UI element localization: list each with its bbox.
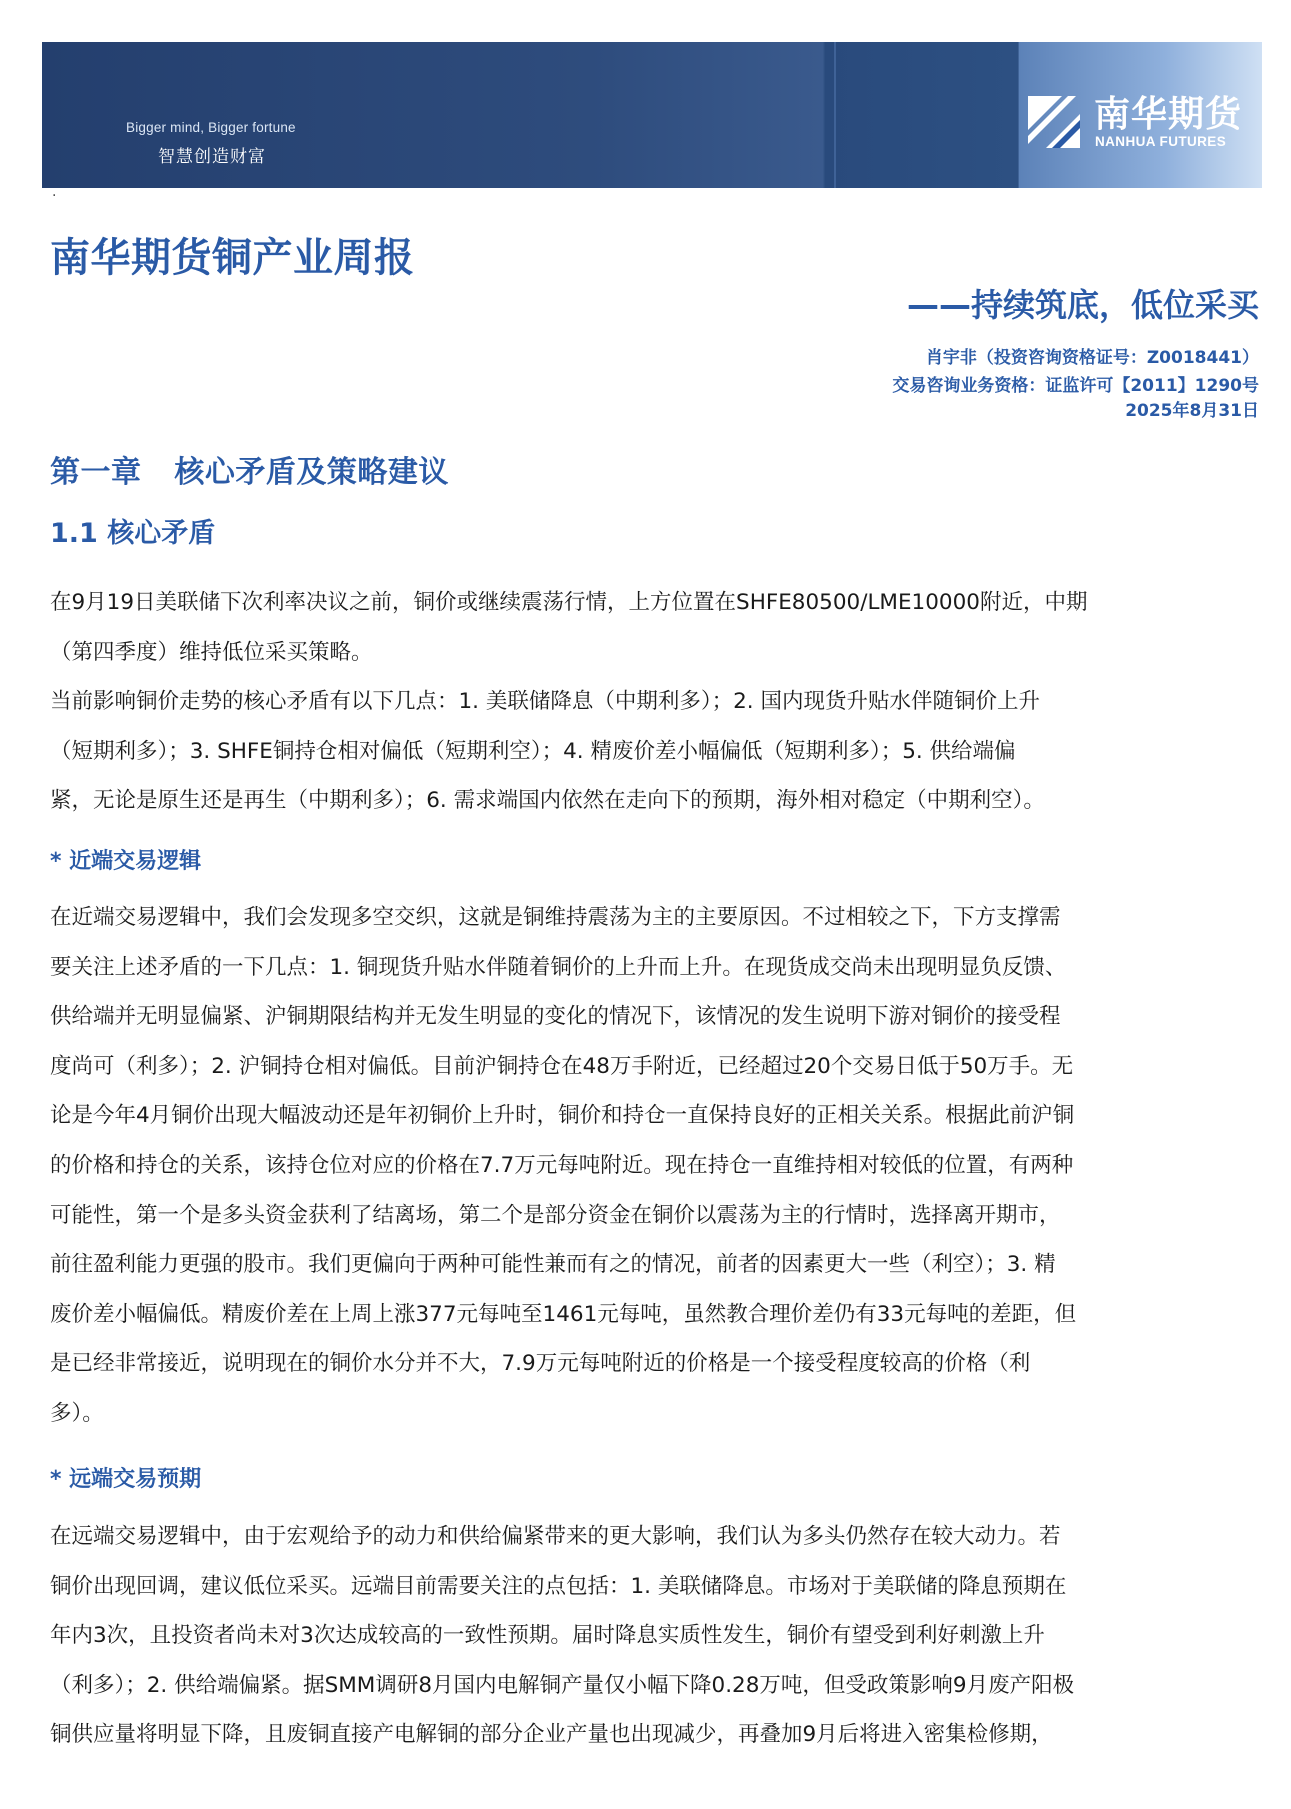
paragraph-core-conflicts	[50, 677, 1250, 826]
text-line: （短期利多）；3. SHFE铜持仓相对偏低（短期利空）；4. 精废价差小幅偏低（短期利多）；5. 供给端偏	[50, 738, 1016, 764]
long-term-heading: * 远端交易预期	[50, 1467, 202, 1492]
text-line: 在近端交易逻辑中，我们会发现多空交织，这就是铜维持震荡为主的主要原因。不过相较之下，下方支撑需	[50, 905, 1061, 930]
text-line: 可能性，第一个是多头资金获利了结离场，第二个是部分资金在铜价以震荡为主的行情时，选择离开期市，	[50, 1202, 1061, 1228]
license-line: 交易咨询业务资格：证监许可【2011】1290号	[892, 376, 1259, 396]
text-line: 当前影响铜价走势的核心矛盾有以下几点：1. 美联储降息（中期利多）；2. 国内现货升贴水伴随铜价上升	[50, 689, 1040, 714]
nanhua-logo-icon	[1022, 90, 1086, 154]
text-line: 紧，无论是原生还是再生（中期利多）；6. 需求端国内依然在走向下的预期，海外相对稳定（中期利空）。	[50, 788, 1045, 814]
near-term-heading: * 近端交易逻辑	[50, 849, 202, 874]
text-line: 多）。	[50, 1400, 104, 1426]
slogan-english: Bigger mind, Bigger fortune	[126, 120, 296, 135]
report-date: 2025年8月31日	[1125, 401, 1259, 421]
slogan-chinese: 智慧创造财富	[158, 147, 266, 167]
decorative-dot: ·	[52, 188, 57, 204]
logo-name-english: NANHUA FUTURES	[1095, 134, 1227, 149]
paragraph-strategy	[50, 578, 1250, 677]
text-line: 废价差小幅偏低。精废价差在上周上涨377元每吨至1461元每吨，虽然教合理价差仍有33元每吨的差距，但	[50, 1301, 1077, 1327]
text-line: 要关注上述矛盾的一下几点：1. 铜现货升贴水伴随着铜价的上升而上升。在现货成交尚未出现明显负反馈、	[50, 954, 1067, 980]
paragraph-near-term	[50, 893, 1250, 1439]
author-line: 肖宇非（投资咨询资格证号：Z0018441）	[925, 348, 1259, 368]
text-line: 年内3次，且投资者尚未对3次达成较高的一致性预期。届时降息实质性发生，铜价有望受到利好刺激上升	[50, 1623, 1045, 1649]
header-banner	[42, 42, 1262, 188]
text-line: 铜价出现回调，建议低位采买。远端目前需要关注的点包括：1. 美联储降息。市场对于美联储的降息预期在	[50, 1573, 1067, 1599]
logo-name-chinese: 南华期货	[1094, 94, 1243, 135]
report-title: 南华期货铜产业周报	[50, 235, 415, 281]
text-line: 度尚可（利多）；2. 沪铜持仓相对偏低。目前沪铜持仓在48万手附近，已经超过20个交易日低于50万手。无	[50, 1053, 1074, 1079]
text-line: 在9月19日美联储下次利率决议之前，铜价或继续震荡行情，上方位置在SHFE80500/LME10000附近，中期	[50, 590, 1088, 615]
text-line: （利多）；2. 供给端偏紧。据SMM调研8月国内电解铜产量仅小幅下降0.28万吨，但受政策影响9月废产阳极	[50, 1672, 1075, 1698]
paragraph-long-term	[50, 1512, 1250, 1760]
text-line: 论是今年4月铜价出现大幅波动还是年初铜价上升时，铜价和持仓一直保持良好的正相关关系。根据此前沪铜	[50, 1103, 1075, 1129]
text-line: （第四季度）维持低位采买策略。	[50, 639, 373, 665]
report-subtitle: ——持续筑底，低位采买	[906, 286, 1259, 324]
text-line: 的价格和持仓的关系，该持仓位对应的价格在7.7万元每吨附近。现在持仓一直维持相对较低的位置，有两种	[50, 1152, 1074, 1178]
banner-divider	[834, 42, 836, 188]
text-line: 铜供应量将明显下降，且废铜直接产电解铜的部分企业产量也出现减少，再叠加9月后将进入密集检修期，	[50, 1722, 1053, 1748]
chapter-heading: 第一章 核心矛盾及策略建议	[50, 455, 449, 490]
text-line: 是已经非常接近，说明现在的铜价水分并不大，7.9万元每吨附近的价格是一个接受程度较高的价格（利	[50, 1351, 1031, 1377]
text-line: 供给端并无明显偏紧、沪铜期限结构并无发生明显的变化的情况下，该情况的发生说明下游对铜价的接受程	[50, 1004, 1061, 1030]
text-line: 在远端交易逻辑中，由于宏观给予的动力和供给偏紧带来的更大影响，我们认为多头仍然存在较大动力。若	[50, 1524, 1061, 1549]
text-line: 前往盈利能力更强的股市。我们更偏向于两种可能性兼而有之的情况，前者的因素更大一些（利空）；3. 精	[50, 1252, 1056, 1278]
section-heading: 1.1 核心矛盾	[50, 518, 216, 549]
